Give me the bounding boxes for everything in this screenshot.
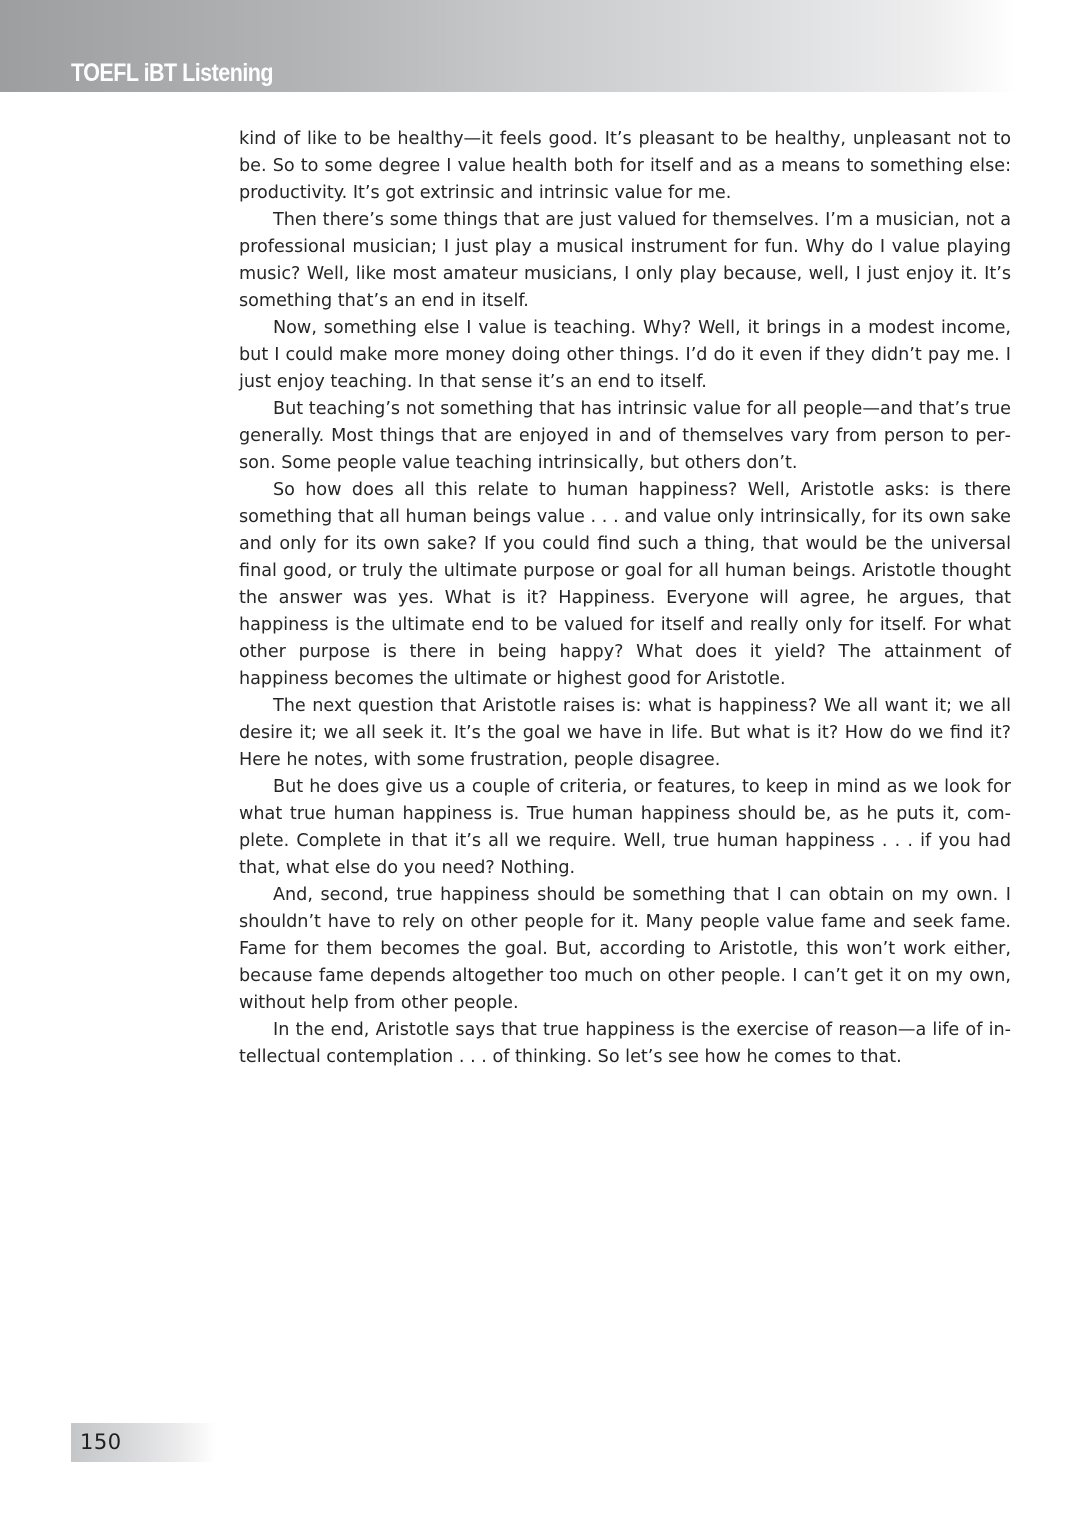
page-number: 150	[80, 1430, 122, 1454]
paragraph: The next question that Aristotle raises is: what is happiness? We all want it; we all desire it; we all seek it. It’s the goal we have in life. But what is it? How do we find it? Here he notes, with some frustration, people disagree.	[239, 696, 1011, 770]
paragraph: But teaching’s not something that has intrinsic value for all people—and that’s true generally. Most things that are enjoyed in and of themselves vary from person to person. Some people value teaching intrinsically, but others don’t.	[239, 399, 1011, 473]
paragraph: So how does all this relate to human happiness? Well, Aristotle asks: is there something that all human beings value . . . and value only intrinsically, for its own sake and only for its own sake? If you could find such a thing, that would be the universal final good, or truly the ultimate purpose or goal for all human beings. Aristotle thought the answer was yes. What is it? Happiness. Everyone will agree, he argues, that happiness is the ultimate end to be valued for itself and really only for itself. For what other purpose is there in being happy? What does it yield? The attainment of happiness becomes the ultimate or highest good for Aristotle.	[239, 480, 1011, 689]
paragraph: kind of like to be healthy—it feels good. It’s pleasant to be healthy, unpleasant not to be. So to some degree I value health both for itself and as a means to something else: productivity. It’s got extrinsic and intrinsic value for me.	[239, 129, 1011, 203]
paragraph: But he does give us a couple of criteria, or features, to keep in mind as we look for what true human happiness is. True human happiness should be, as he puts it, complete. Complete in that it’s all we require. Well, true human happiness . . . if you had that, what else do you need? Nothing.	[239, 777, 1011, 878]
paragraph: In the end, Aristotle says that true happiness is the exercise of reason—a life of intellectual contemplation . . . of thinking. So let’s see how he comes to that.	[239, 1020, 1011, 1067]
paragraph: Then there’s some things that are just valued for themselves. I’m a musician, not a professional musician; I just play a musical instrument for fun. Why do I value playing music? Well, like most amateur musicians, I only play because, well, I just enjoy it. It’s something that’s an end in itself.	[239, 210, 1011, 311]
transcript-body	[239, 126, 1011, 1071]
paragraph: And, second, true happiness should be something that I can obtain on my own. I shouldn’t have to rely on other people for it. Many people value fame and seek fame. Fame for them becomes the goal. But, according to Aristotle, this won’t work either, because fame depends altogether too much on other people. I can’t get it on my own, without help from other people.	[239, 885, 1011, 1013]
running-header-title: TOEFL iBT Listening	[71, 59, 274, 87]
paragraph: Now, something else I value is teaching. Why? Well, it brings in a modest income, but I could make more money doing other things. I’d do it even if they didn’t pay me. I just enjoy teaching. In that sense it’s an end to itself.	[239, 318, 1011, 392]
